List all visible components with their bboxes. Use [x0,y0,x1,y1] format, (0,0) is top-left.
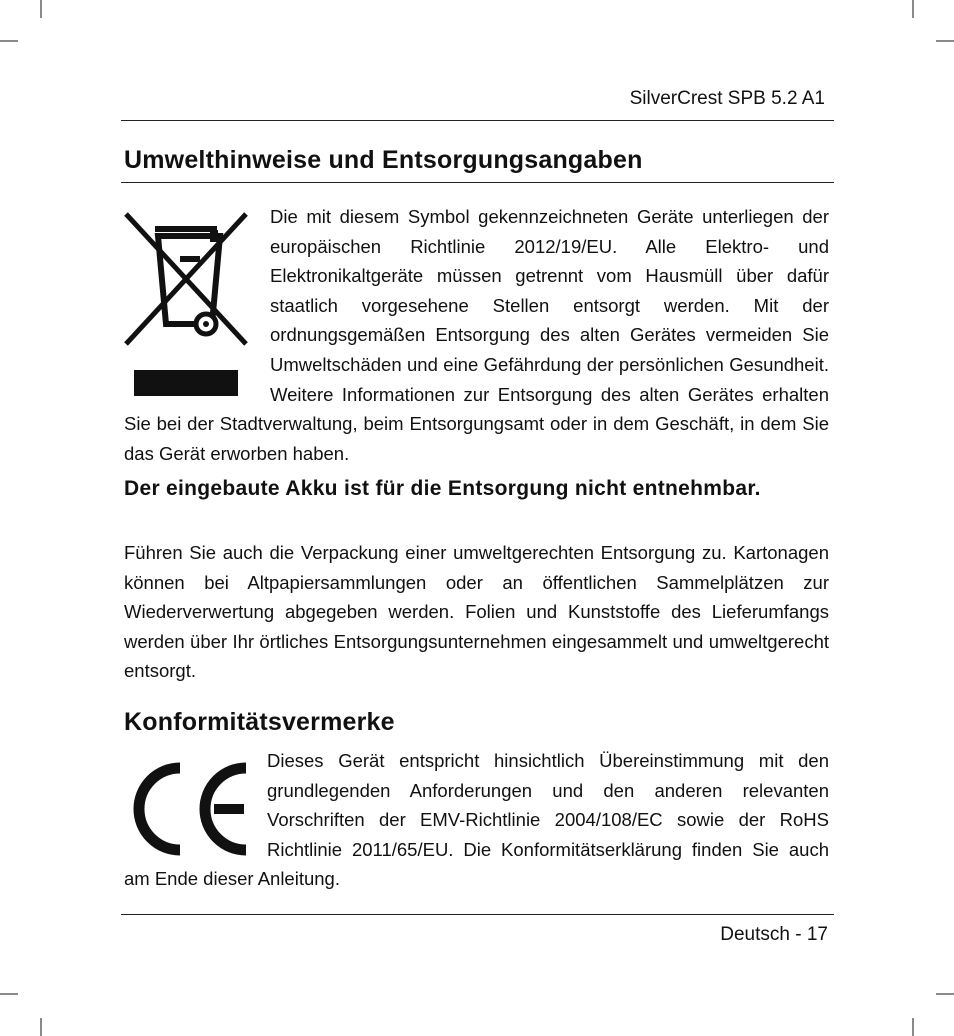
section-conformity-para: Dieses Gerät entspricht hinsichtlich Übereinstimmung mit den grundlegenden Anforderungen und den anderen relevanten Vorschriften der EMV-Richtlinie 2004/108/EC sowie der RoHS Richtlinie 2011/65/EU. Die Konformitätserklärung finden Sie auch am Ende dieser Anleitung. [124,750,829,890]
section-title-conformity: Konformitätsvermerke [124,708,395,736]
section-rule [121,182,834,183]
crop-mark [0,993,18,995]
crop-mark [40,0,42,18]
crop-mark [40,1018,42,1036]
battery-note: Der eingebaute Akku ist für die Entsorgung nicht entnehmbar. [124,477,761,500]
crop-mark [0,40,18,42]
weee-crossed-bin-icon [122,206,262,400]
crop-mark [912,1018,914,1036]
section-environment-para2: Führen Sie auch die Verpackung einer umweltgerechten Entsorgung zu. Kartonagen können bei Altpapiersammlungen oder an öffentlichen Sammelplätzen zur Wiederverwertung abgegeben werden. Folien und Kunststoffe des Lieferumfangs werden über Ihr örtliches Entsorgungsunternehmen eingesammelt und umweltgerecht entsorgt. [124,542,829,682]
ce-mark-icon [122,752,262,864]
section-conformity-body [124,746,829,894]
header-rule [121,120,834,121]
footer-rule [121,914,834,915]
section-title-environment: Umwelthinweise und Entsorgungsangaben [124,146,643,174]
footer-page: Deutsch - 17 [720,924,828,945]
crop-mark [912,0,914,18]
section-environment-body [124,202,829,468]
header-product: SilverCrest SPB 5.2 A1 [629,88,825,109]
crop-mark [936,40,954,42]
section-environment-para1: Die mit diesem Symbol gekennzeichneten Geräte unterliegen der europäischen Richtlinie 2012/19/EU. Alle Elektro- und Elektronikaltgeräte müssen getrennt vom Hausmüll über dafür staatlich vorgesehene Stellen entsorgt werden. Mit der ordnungsgemäßen Entsorgung des alten Gerätes vermeiden Sie Umweltschäden und eine Gefährdung der persönlichen Gesundheit. Weitere Informationen zur Entsorgung des alten Gerätes erhalten Sie bei der Stadtverwaltung, beim Entsorgungsamt oder in dem Geschäft, in dem Sie das Gerät erworben haben. [124,206,829,464]
crop-mark [936,993,954,995]
